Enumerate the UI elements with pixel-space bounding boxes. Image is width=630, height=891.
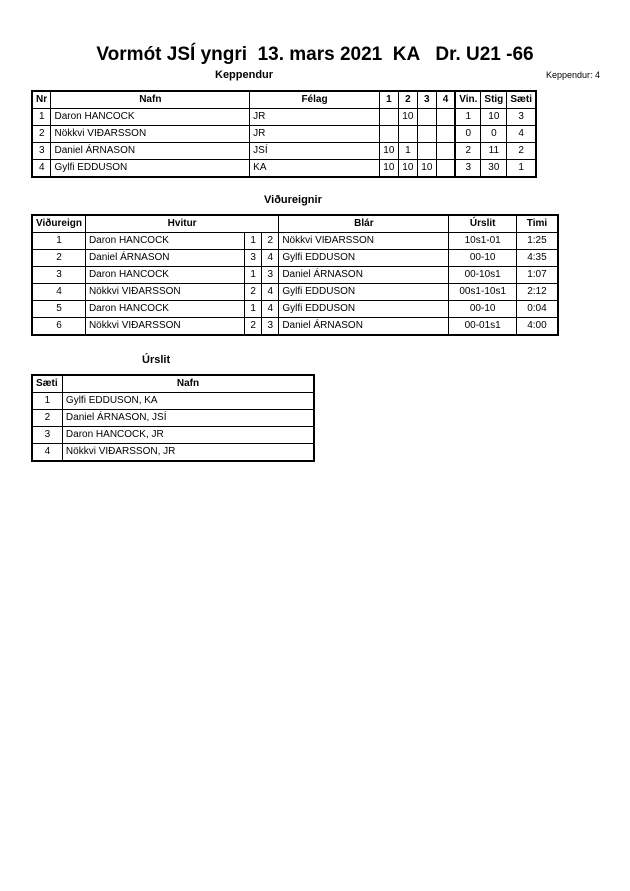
match-number: 2: [32, 250, 85, 267]
col-blar: Blár: [279, 215, 449, 233]
competitor-round-2: 10: [398, 109, 417, 126]
col-vidureign: Viðureign: [32, 215, 85, 233]
result-name: Gylfi EDDUSON, KA: [62, 393, 314, 410]
match-time: 1:25: [516, 233, 558, 250]
result-row: [32, 393, 314, 410]
match-blue-player: Daniel ÁRNASON: [279, 318, 449, 336]
match-number: 4: [32, 284, 85, 301]
competitor-round-3: [417, 126, 436, 143]
col-nafn: Nafn: [51, 91, 250, 109]
match-row: [32, 318, 558, 336]
match-blue-player: Gylfi EDDUSON: [279, 301, 449, 318]
competitor-saeti: 3: [507, 109, 536, 126]
match-time: 2:12: [516, 284, 558, 301]
competitor-saeti: 4: [507, 126, 536, 143]
competitor-round-3: [417, 143, 436, 160]
competitor-round-4: [436, 143, 455, 160]
results-header-row: [32, 375, 314, 393]
competitor-row: [32, 126, 536, 143]
competitor-club: KA: [250, 160, 380, 178]
competitor-name: Gylfi EDDUSON: [51, 160, 250, 178]
match-white-nr: 2: [245, 318, 262, 336]
keppendur-heading: Keppendur: [215, 69, 274, 81]
result-row: [32, 444, 314, 462]
competitor-stig: 30: [481, 160, 507, 178]
col-round-4: 4: [436, 91, 455, 109]
competitor-name: Daniel ÁRNASON: [51, 143, 250, 160]
competitor-name: Daron HANCOCK: [51, 109, 250, 126]
match-blue-nr: 3: [262, 318, 279, 336]
match-blue-player: Gylfi EDDUSON: [279, 250, 449, 267]
result-name: Daniel ÁRNASON, JSÍ: [62, 410, 314, 427]
page-title: Vormót JSÍ yngri 13. mars 2021 KA Dr. U21 -66: [96, 44, 534, 65]
competitor-nr: 1: [32, 109, 51, 126]
match-result: 10s1-01: [449, 233, 517, 250]
match-white-nr: 1: [245, 267, 262, 284]
competitor-round-3: 10: [417, 160, 436, 178]
match-time: 1:07: [516, 267, 558, 284]
competitor-saeti: 1: [507, 160, 536, 178]
result-place: 1: [32, 393, 62, 410]
match-white-player: Daron HANCOCK: [85, 301, 244, 318]
competitor-round-4: [436, 109, 455, 126]
competitor-round-1: [379, 126, 398, 143]
match-white-nr: 1: [245, 233, 262, 250]
competitor-round-3: [417, 109, 436, 126]
col-vin: Vin.: [455, 91, 481, 109]
match-white-player: Daron HANCOCK: [85, 267, 244, 284]
match-number: 5: [32, 301, 85, 318]
results-heading: Úrslit: [142, 354, 171, 366]
result-place: 2: [32, 410, 62, 427]
competitor-round-2: 1: [398, 143, 417, 160]
competitor-vin: 0: [455, 126, 481, 143]
competitor-club: JR: [250, 126, 380, 143]
col-round-3: 3: [417, 91, 436, 109]
result-name: Daron HANCOCK, JR: [62, 427, 314, 444]
competitor-row: [32, 143, 536, 160]
competitor-round-2: [398, 126, 417, 143]
competitor-vin: 3: [455, 160, 481, 178]
match-blue-nr: 4: [262, 301, 279, 318]
match-blue-nr: 3: [262, 267, 279, 284]
competitor-vin: 2: [455, 143, 481, 160]
col-saeti: Sæti: [507, 91, 536, 109]
match-white-nr: 1: [245, 301, 262, 318]
match-row: [32, 284, 558, 301]
competitors-table: [31, 90, 537, 178]
match-blue-player: Gylfi EDDUSON: [279, 284, 449, 301]
matches-heading: Viðureignir: [264, 194, 322, 206]
match-white-nr: 3: [245, 250, 262, 267]
matches-table: [31, 214, 559, 336]
col-felag: Félag: [250, 91, 380, 109]
competitor-row: [32, 160, 536, 178]
competitor-round-1: [379, 109, 398, 126]
matches-header-row: [32, 215, 558, 233]
match-result: 00-01s1: [449, 318, 517, 336]
col-timi: Timi: [516, 215, 558, 233]
competitor-stig: 0: [481, 126, 507, 143]
competitor-round-4: [436, 126, 455, 143]
match-result: 00-10: [449, 250, 517, 267]
competitor-stig: 11: [481, 143, 507, 160]
competitor-row: [32, 109, 536, 126]
match-row: [32, 250, 558, 267]
competitor-round-4: [436, 160, 455, 178]
col-round-1: 1: [379, 91, 398, 109]
match-result: 00-10s1: [449, 267, 517, 284]
match-time: 0:04: [516, 301, 558, 318]
match-white-player: Daron HANCOCK: [85, 233, 244, 250]
competitor-name: Nökkvi VIÐARSSON: [51, 126, 250, 143]
result-row: [32, 427, 314, 444]
competitors-header-row: [32, 91, 536, 109]
competitor-club: JR: [250, 109, 380, 126]
col-nafn: Nafn: [62, 375, 314, 393]
keppendur-count: Keppendur: 4: [545, 70, 600, 80]
col-stig: Stig: [481, 91, 507, 109]
match-time: 4:00: [516, 318, 558, 336]
col-round-2: 2: [398, 91, 417, 109]
match-row: [32, 301, 558, 318]
result-name: Nökkvi VIÐARSSON, JR: [62, 444, 314, 462]
match-result: 00-10: [449, 301, 517, 318]
match-blue-player: Daniel ÁRNASON: [279, 267, 449, 284]
match-white-nr: 2: [245, 284, 262, 301]
match-number: 6: [32, 318, 85, 336]
competitor-vin: 1: [455, 109, 481, 126]
competitor-nr: 4: [32, 160, 51, 178]
match-row: [32, 267, 558, 284]
competitor-round-1: 10: [379, 160, 398, 178]
match-number: 3: [32, 267, 85, 284]
competitor-club: JSÍ: [250, 143, 380, 160]
match-white-player: Daniel ÁRNASON: [85, 250, 244, 267]
result-row: [32, 410, 314, 427]
match-blue-nr: 4: [262, 284, 279, 301]
match-number: 1: [32, 233, 85, 250]
match-white-player: Nökkvi VIÐARSSON: [85, 284, 244, 301]
match-blue-nr: 2: [262, 233, 279, 250]
result-place: 3: [32, 427, 62, 444]
competitor-stig: 10: [481, 109, 507, 126]
competitor-round-1: 10: [379, 143, 398, 160]
col-hvitur: Hvitur: [85, 215, 278, 233]
match-time: 4:35: [516, 250, 558, 267]
competitor-nr: 2: [32, 126, 51, 143]
col-urslit: Úrslit: [449, 215, 517, 233]
match-row: [32, 233, 558, 250]
match-result: 00s1-10s1: [449, 284, 517, 301]
match-white-player: Nökkvi VIÐARSSON: [85, 318, 244, 336]
results-table: [31, 374, 315, 462]
col-saeti: Sæti: [32, 375, 62, 393]
result-place: 4: [32, 444, 62, 462]
col-nr: Nr: [32, 91, 51, 109]
match-blue-nr: 4: [262, 250, 279, 267]
match-blue-player: Nökkvi VIÐARSSON: [279, 233, 449, 250]
competitor-nr: 3: [32, 143, 51, 160]
competitor-saeti: 2: [507, 143, 536, 160]
competitor-round-2: 10: [398, 160, 417, 178]
